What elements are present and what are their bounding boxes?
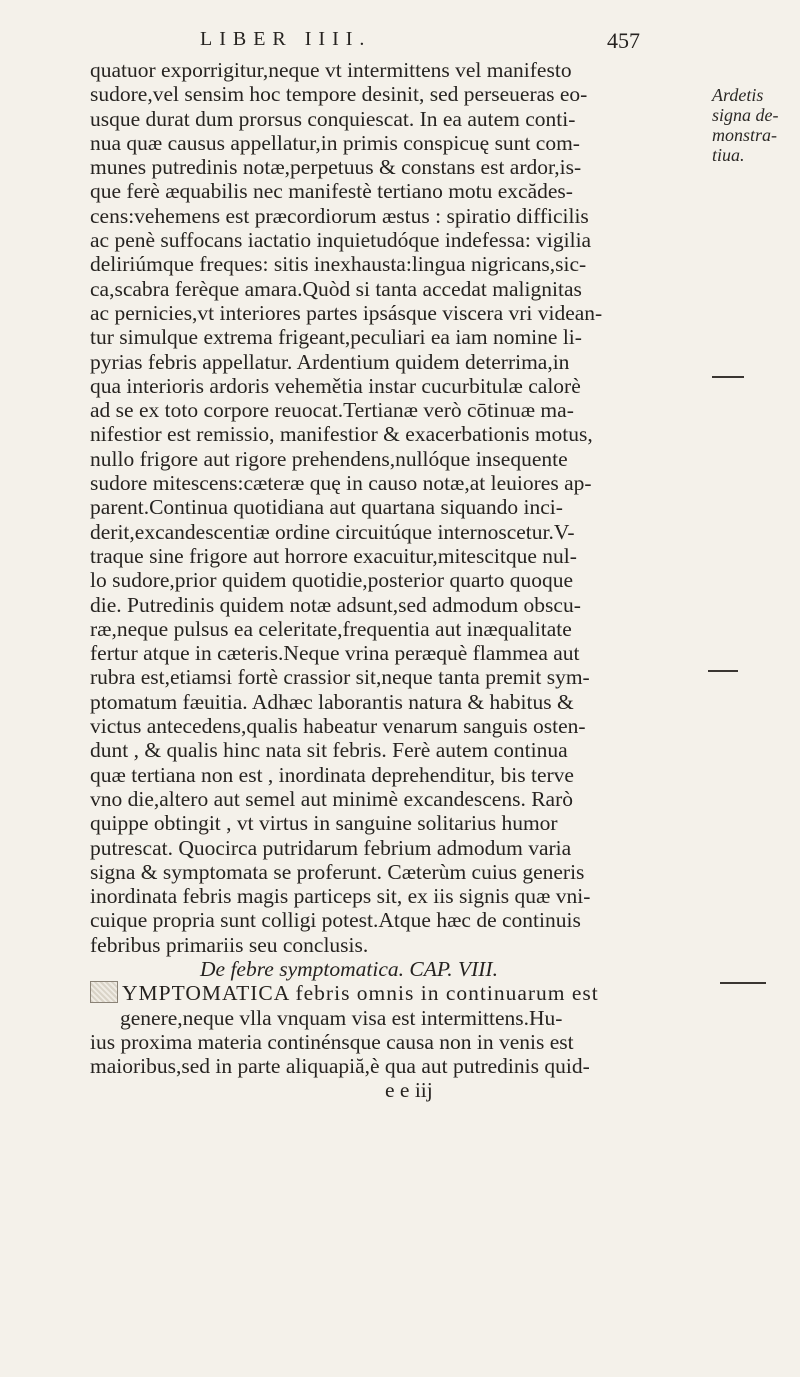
text-line: usque durat dum prorsus conquiescat. In ea autem conti- bbox=[90, 106, 576, 131]
text-line: munes putredinis notæ,perpetuus & constans est ardor,is- bbox=[90, 155, 582, 180]
text-line: signa & symptomata se proferunt. Cæterùm cuius generis bbox=[90, 859, 585, 884]
text-line: fertur atque in cæteris.Neque vrina peræquè flammea aut bbox=[90, 641, 580, 666]
text-line: quæ tertiana non est , inordinata deprehenditur, bis terve bbox=[90, 762, 574, 787]
margin-note-line: signa de- bbox=[712, 105, 779, 125]
margin-note-line: monstra- bbox=[712, 125, 778, 145]
page-number: 457 bbox=[607, 28, 640, 53]
text-line: rubra est,etiamsi fortè crassior sit,neque tanta premit sym- bbox=[90, 665, 590, 690]
chapter-line bbox=[90, 1006, 706, 1030]
chapter-line-text: genere,neque vlla vnquam visa est intermittens.Hu- bbox=[120, 1005, 563, 1030]
text-line: vno die,altero aut semel aut minimè excandescens. Rarò bbox=[90, 786, 573, 811]
margin-dash-mark bbox=[708, 670, 738, 672]
chapter-line-text: YMPTOMATICA febris omnis in continuarum est bbox=[122, 981, 599, 1006]
text-line: derit,excandescentiæ ordine circuitúque internoscetur.V- bbox=[90, 519, 575, 544]
margin-note-line: tiua. bbox=[712, 145, 745, 165]
text-line: ad se ex toto corpore reuocat.Tertianæ verò cōtinuæ ma- bbox=[90, 398, 574, 423]
margin-dash-mark bbox=[712, 376, 744, 378]
signature-mark: e e iij bbox=[385, 1078, 433, 1103]
text-line: nifestior est remissio, manifestior & exacerbationis motus, bbox=[90, 422, 593, 447]
text-line: que ferè æquabilis nec manifestè tertiano motu excădes- bbox=[90, 179, 573, 204]
text-line: ca,scabra ferèque amara.Quòd si tanta accedat malignitas bbox=[90, 276, 582, 301]
decorated-initial-icon bbox=[90, 981, 118, 1003]
text-line: deliriúmque freques: sitis inexhausta:lingua nigricans,sic- bbox=[90, 252, 587, 277]
text-line: quippe obtingit , vt virtus in sanguine solitarius humor bbox=[90, 811, 558, 836]
text-line: tur simulque extrema frigeant,peculiari ea iam nomine li- bbox=[90, 325, 582, 350]
text-line: die. Putredinis quidem notæ adsunt,sed admodum obscu- bbox=[90, 592, 581, 617]
text-line: pyrias febris appellatur. Ardentium quidem deterrima,in bbox=[90, 349, 570, 374]
text-line: dunt , & qualis hinc nata sit febris. Ferè autem continua bbox=[90, 738, 568, 763]
text-line: nullo frigore aut rigore prehendens,nullóque insequente bbox=[90, 446, 568, 471]
text-line: ptomatum fæuitia. Adhæc laborantis natura & habitus & bbox=[90, 689, 574, 714]
text-line: ræ,neque pulsus ea celeritate,frequentia aut inæqualitate bbox=[90, 616, 572, 641]
text-line: victus antecedens,qualis habeatur venarum sanguis osten- bbox=[90, 714, 586, 739]
text-line: ac penè suffocans iactatio inquietudóque indefessa: vigilia bbox=[90, 228, 592, 253]
text-line: putrescat. Quocirca putridarum febrium admodum varia bbox=[90, 835, 572, 860]
text-line: sudore,vel sensim hoc tempore desinit, sed perseueras eo- bbox=[90, 82, 588, 107]
chapter-line: maioribus,sed in parte aliquapiă,è qua aut putredinis quid- bbox=[90, 1054, 590, 1079]
margin-note bbox=[712, 85, 798, 165]
text-line: ac pernicies,vt interiores partes ipsásque viscera vri videan- bbox=[90, 300, 603, 325]
text-line: quatuor exporrigitur,neque vt intermittens vel manifesto bbox=[90, 58, 572, 82]
text-line: lo sudore,prior quidem quotidie,posterior quarto quoque bbox=[90, 568, 574, 593]
text-line: nua quæ causus appellatur,in primis conspicuę sunt com- bbox=[90, 130, 580, 155]
text-line: traque sine frigore aut horrore exacuitur,mitescitque nul- bbox=[90, 543, 577, 568]
page-header bbox=[200, 28, 640, 58]
text-line: inordinata febris magis particeps sit, ex iis signis quæ vni- bbox=[90, 884, 591, 909]
body-text bbox=[90, 58, 706, 1103]
text-line: sudore mitescens:cæteræ quę in causo notæ,at leuiores ap- bbox=[90, 471, 592, 496]
text-line: qua interioris ardoris vehemětia instar cucurbitulæ calorè bbox=[90, 373, 581, 398]
text-line: cuique propria sunt colligi potest.Atque hæc de continuis bbox=[90, 908, 581, 933]
text-line: cens:vehemens est præcordiorum æstus : spiratio difficilis bbox=[90, 203, 589, 228]
running-head: LIBER IIII. bbox=[200, 28, 372, 50]
text-line: parent.Continua quotidiana aut quartana siquando inci- bbox=[90, 495, 563, 520]
margin-dash-mark bbox=[720, 982, 766, 984]
text-line: febribus primariis seu conclusis. bbox=[90, 932, 369, 957]
chapter-heading: De febre symptomatica. CAP. VIII. bbox=[200, 956, 498, 981]
chapter-line: ius proxima materia continénsque causa non in venis est bbox=[90, 1029, 574, 1054]
chapter-first-line bbox=[90, 981, 706, 1005]
margin-note-line: Ardetis bbox=[712, 85, 764, 105]
